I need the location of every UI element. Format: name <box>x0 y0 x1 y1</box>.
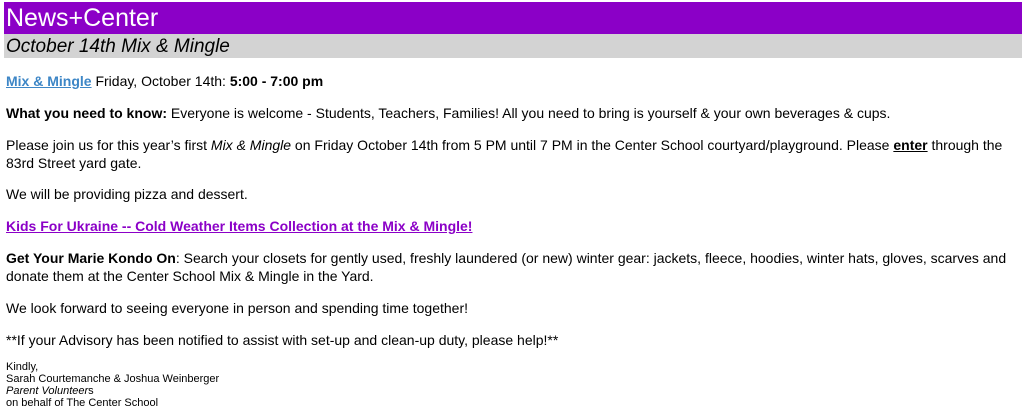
invite-after: through the 83rd Street yard gate. <box>6 137 1003 171</box>
advisory-paragraph: **If your Advisory has been notified to assist with set-up and clean-up duty, please help!** <box>6 332 559 348</box>
need-to-know-paragraph <box>6 104 1016 122</box>
signature-role-tail: s <box>88 385 94 397</box>
need-to-know-text: Everyone is welcome - Students, Teachers, Families! All you need to bring is yourself & your own beverages & cups. <box>167 105 891 121</box>
mix-mingle-link[interactable]: Mix & Mingle <box>6 73 92 89</box>
article-title-text: October 14th Mix & Mingle <box>6 36 230 57</box>
page-title <box>4 2 1022 34</box>
ukraine-collection-link[interactable]: Kids For Ukraine -- Cold Weather Items Collection at the Mix & Mingle! <box>6 218 473 234</box>
signature-role-italic: Parent Volunteer <box>6 385 89 397</box>
need-to-know-label: What you need to know: <box>6 105 167 121</box>
enter-word: enter <box>893 137 928 153</box>
kondo-paragraph <box>6 249 1016 285</box>
signature-greeting: Kindly, <box>6 361 39 373</box>
page-title-text: News+Center <box>6 4 159 32</box>
event-date: Friday, October 14th: <box>91 73 230 89</box>
event-time: 5:00 - 7:00 pm <box>229 73 324 89</box>
signature-behalf: on behalf of The Center School <box>6 397 159 409</box>
signature-role <box>6 385 1016 397</box>
ukraine-paragraph <box>6 217 1016 235</box>
kondo-text: : Search your closets for gently used, freshly laundered (or new) winter gear: jackets, fleece, hoodies, winter hats, gloves, scarves and donate them at the Center School Mix & Mingle in the Yard. <box>6 250 1007 284</box>
article-title <box>4 34 1022 58</box>
signature-names: Sarah Courtemanche & Joshua Weinberger <box>6 373 220 385</box>
signature-block <box>6 361 1016 409</box>
food-paragraph: We will be providing pizza and dessert. <box>6 186 248 202</box>
invite-paragraph <box>6 136 1016 172</box>
article-body <box>6 58 1016 409</box>
kondo-label: Get Your Marie Kondo On <box>6 250 176 266</box>
invite-middle: on Friday October 14th from 5 PM until 7 PM in the Center School courtyard/playground. Please <box>291 137 894 153</box>
invite-event-name: Mix & Mingle <box>210 137 292 153</box>
invite-before: Please join us for this year’s first <box>6 137 211 153</box>
forward-paragraph: We look forward to seeing everyone in person and spending time together! <box>6 300 469 316</box>
event-line <box>6 72 1016 90</box>
